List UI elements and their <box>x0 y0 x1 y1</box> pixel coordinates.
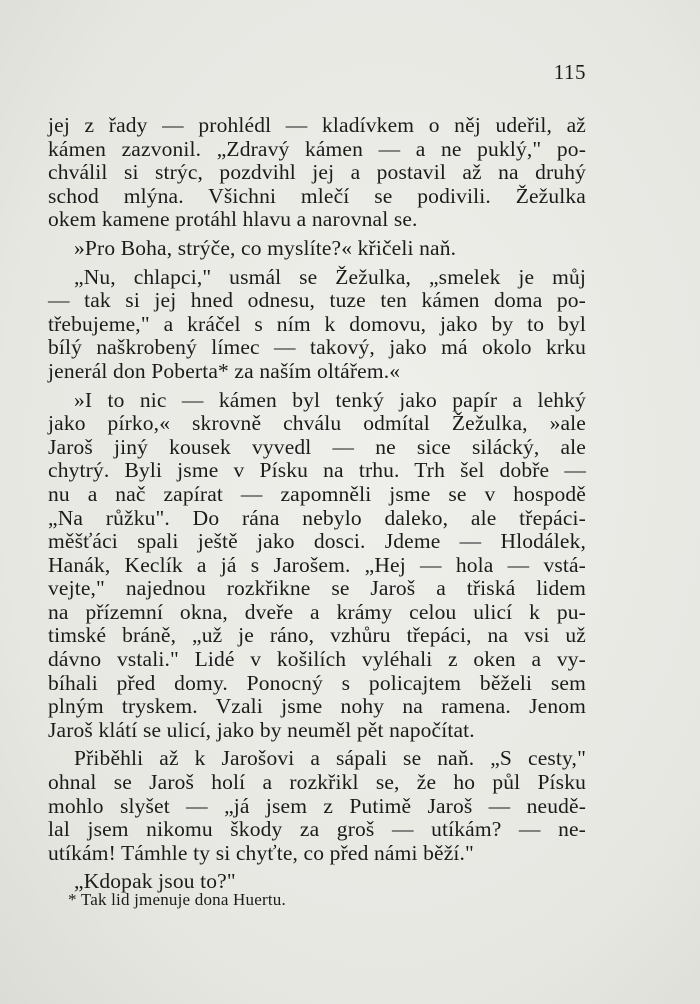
text-line: mohlo slyšet — „já jsem z Putimě Jaroš — neudě- <box>48 793 586 818</box>
text-line: chválil si strýc, pozdvihl jej a postavil až na druhý <box>48 160 586 185</box>
paragraph <box>48 237 586 261</box>
text-line: bíhali před domy. Ponocný s policajtem běželi sem <box>48 670 586 695</box>
text-line: jej z řady — prohlédl — kladívkem o něj udeřil, až <box>48 113 586 137</box>
text-line: »Pro Boha, strýče, co myslíte?« křičeli naň. <box>74 235 457 260</box>
text-line: měšťáci spali ještě jako dosci. Jdeme — Hlodálek, <box>48 529 586 554</box>
paragraph <box>48 389 586 743</box>
text-line: schod mlýna. Všichni mlečí se podivili. Žežulka <box>48 183 586 208</box>
page-number: 115 <box>553 60 586 84</box>
text-line: kámen zazvonil. „Zdravý kámen — a ne puklý," po- <box>48 136 586 161</box>
text-line: plným tryskem. Vzali jsme nohy na ramena. Jenom <box>48 694 586 719</box>
text-line: Přiběhli až k Jarošovi a sápali se naň. „S cesty," <box>74 746 586 771</box>
footnote: * Tak lid jmenuje dona Huertu. <box>68 890 286 909</box>
text-line: jako pírko,« skrovně chválu odmítal Žežulka, »ale <box>48 411 586 436</box>
text-line: třebujeme," a kráčel s ním k domovu, jako by to byl <box>48 311 586 336</box>
text-line: timské bráně, „už je ráno, vzhůru třepáci, na vsi už <box>48 623 586 648</box>
text-line: Jaroš jiný kousek vyvedl — ne sice silácký, ale <box>48 434 586 459</box>
paragraph <box>48 266 586 384</box>
paragraph <box>48 747 586 865</box>
paragraph <box>48 114 586 232</box>
text-line: lal jsem nikomu škody za groš — utíkám? — ne- <box>48 817 586 842</box>
text-line: — tak si jej hned odnesu, tuze ten kámen doma po- <box>48 288 586 313</box>
text-line: „Kdopak jsou to?" <box>74 869 236 894</box>
text-line: vejte," najednou rozkřikne se Jaroš a třiská lidem <box>48 576 586 601</box>
body-text <box>48 114 586 894</box>
text-line: bílý naškrobený límec — takový, jako má okolo krku <box>48 335 586 360</box>
text-line: „Nu, chlapci," usmál se Žežulka, „smelek je můj <box>74 264 586 289</box>
text-line: dávno vstali." Lidé v košilích vyléhali z oken a vy- <box>48 647 586 672</box>
text-line: utíkám! Támhle ty si chyťte, co před námi běží." <box>48 840 474 865</box>
text-line: nu a nač zapírat — zapomněli jsme se v hospodě <box>48 481 586 506</box>
text-line: na přízemní okna, dveře a krámy celou ulicí k pu- <box>48 599 586 624</box>
text-line: jenerál don Poberta* za naším oltářem.« <box>48 358 401 383</box>
text-line: »I to nic — kámen byl tenký jako papír a lehký <box>74 387 586 412</box>
text-line: okem kamene protáhl hlavu a narovnal se. <box>48 207 418 232</box>
text-line: chytrý. Byli jsme v Písku na trhu. Trh šel dobře — <box>48 458 586 483</box>
text-line: Hanák, Keclík a já s Jarošem. „Hej — hola — vstá- <box>48 552 586 577</box>
text-line: Jaroš klátí se ulicí, jako by neuměl pět napočítat. <box>48 717 475 742</box>
text-line: „Na růžku". Do rána nebylo daleko, ale třepáci- <box>48 505 586 530</box>
text-line: ohnal se Jaroš holí a rozkřikl se, že ho půl Písku <box>48 770 586 795</box>
